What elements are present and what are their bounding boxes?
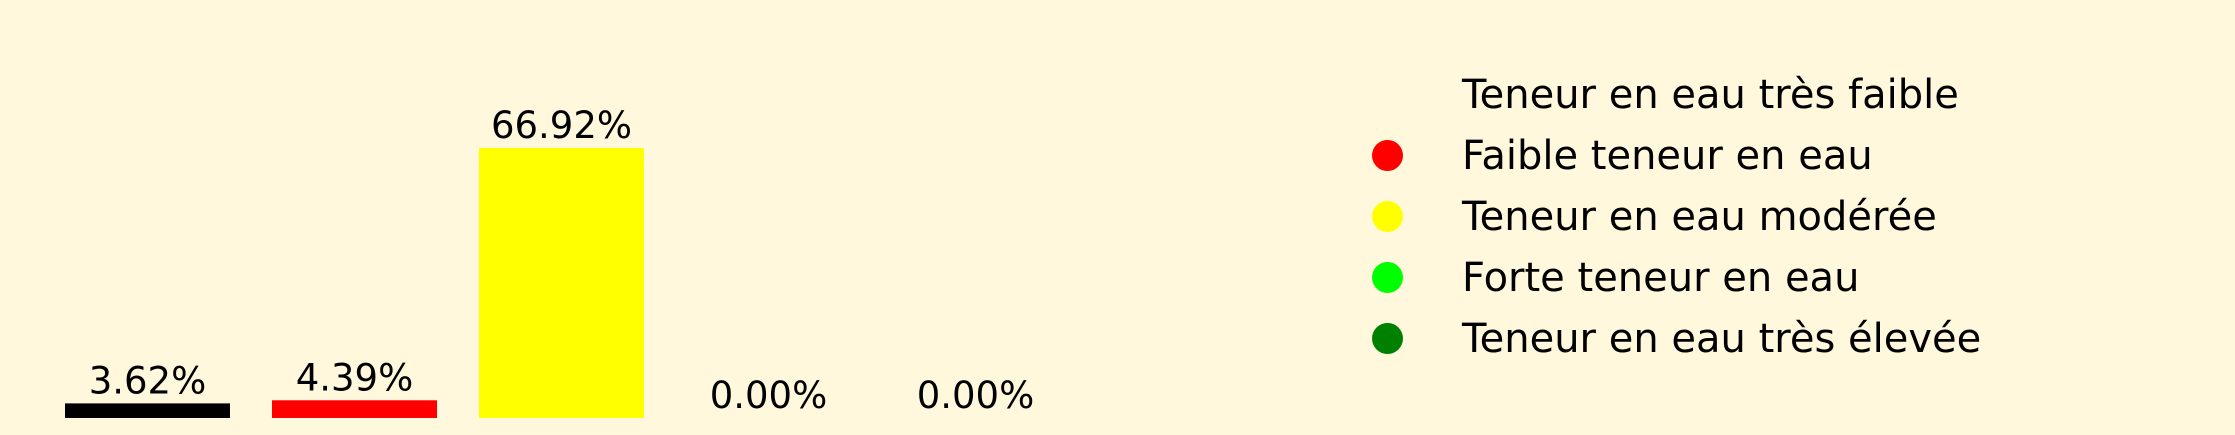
bar (479, 148, 644, 418)
bar (272, 400, 437, 418)
data-label: 0.00% (916, 374, 1035, 417)
data-label: 4.39% (295, 356, 414, 400)
legend-item (1370, 125, 1981, 186)
legend-label: Faible teneur en eau (1462, 132, 1873, 179)
data-label: 0.00% (709, 374, 828, 417)
data-label: 3.62% (88, 359, 207, 403)
bar-chart (0, 0, 1100, 435)
legend-label: Teneur en eau modérée (1462, 193, 1937, 240)
data-label: 66.92% (490, 104, 633, 147)
legend-marker-icon (1372, 79, 1403, 110)
legend-label: Forte teneur en eau (1462, 254, 1860, 301)
legend (1370, 64, 1981, 369)
legend-label: Teneur en eau très faible (1462, 71, 1959, 118)
legend-marker-icon (1372, 262, 1403, 293)
legend-item (1370, 308, 1981, 369)
legend-marker-icon (1372, 323, 1403, 354)
legend-marker-icon (1372, 140, 1403, 171)
legend-item (1370, 64, 1981, 125)
legend-label: Teneur en eau très élevée (1462, 315, 1982, 362)
legend-item (1370, 186, 1981, 247)
legend-marker-icon (1372, 201, 1403, 232)
bar (65, 403, 230, 418)
legend-item (1370, 247, 1981, 308)
